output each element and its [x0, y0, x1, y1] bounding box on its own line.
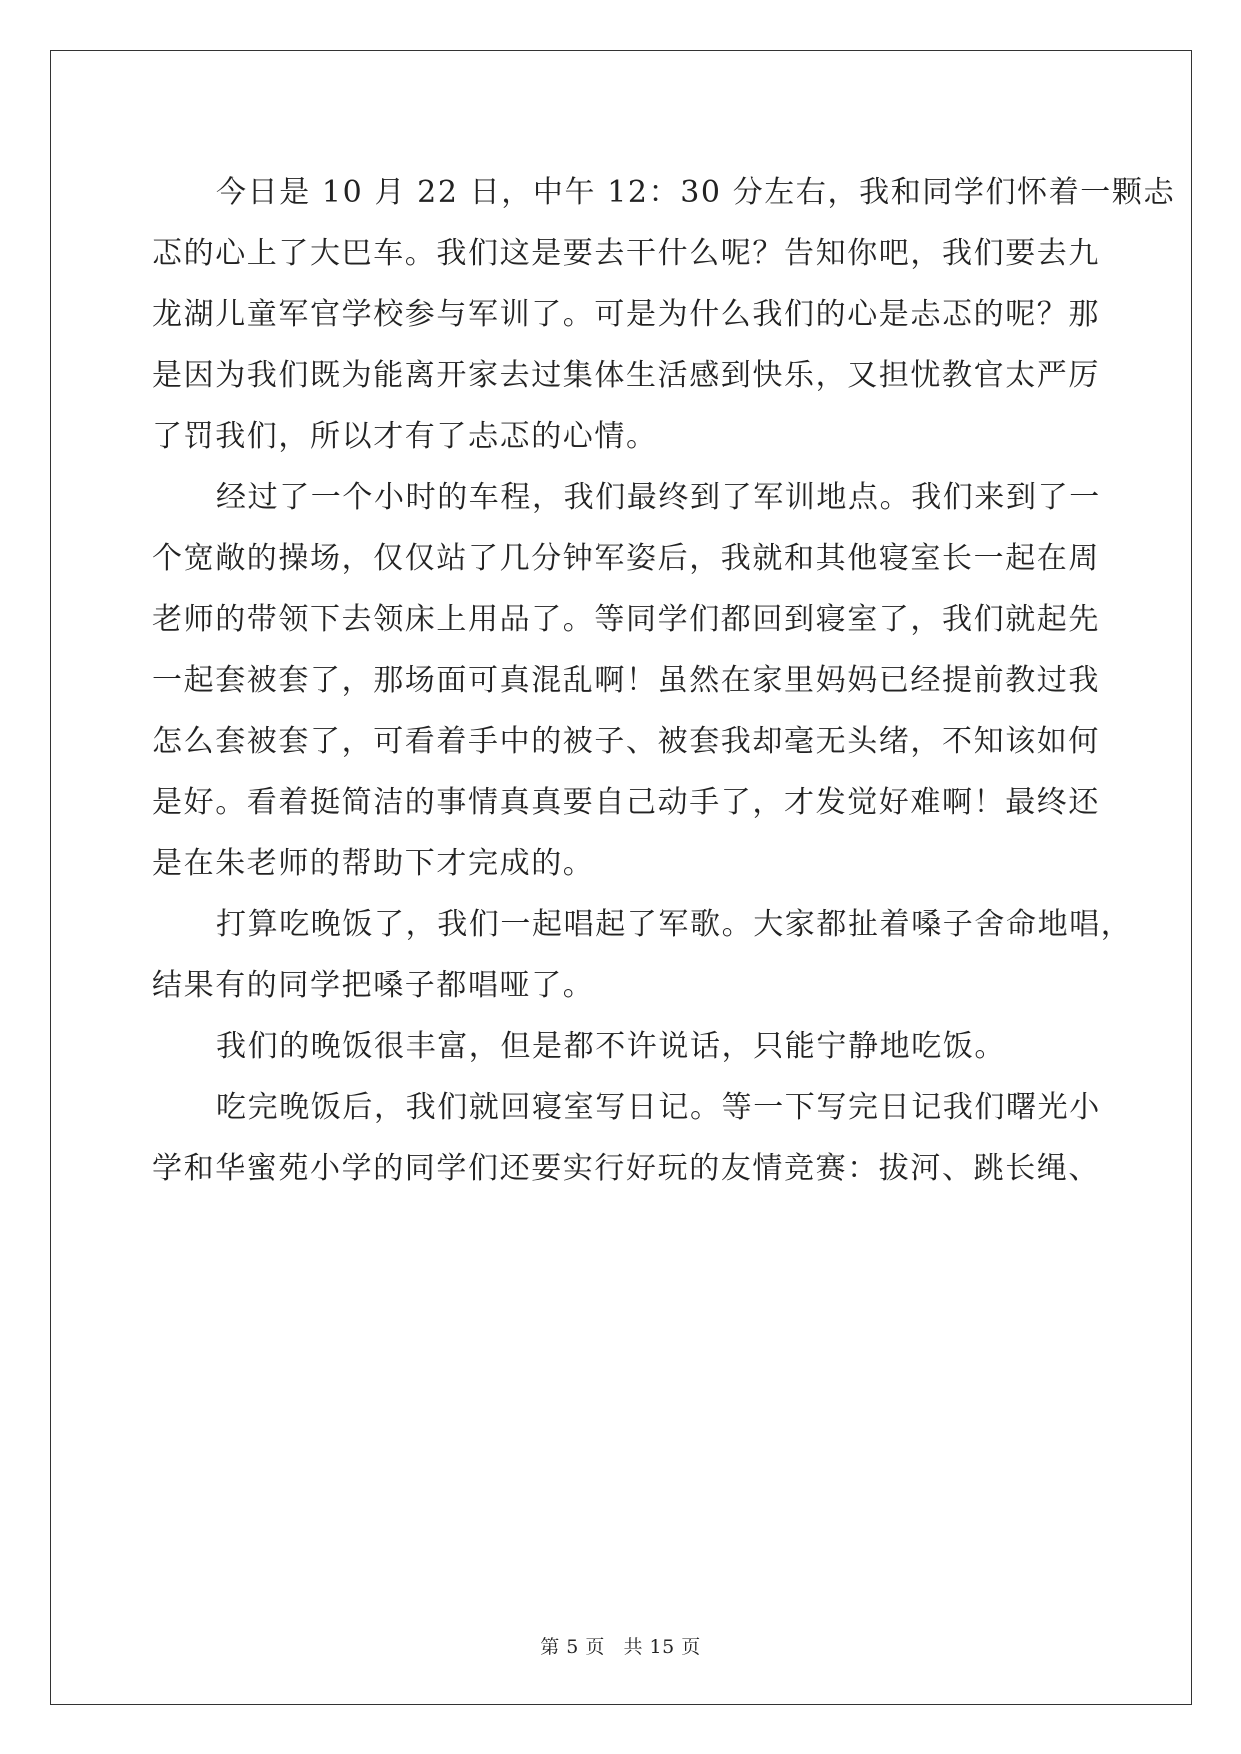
text-line: 打算吃晚饭了，我们一起唱起了军歌。大家都扯着嗓子舍命地唱， — [216, 907, 1133, 942]
page-number: 第 5 页 — [540, 1636, 605, 1658]
text-line: 老师的带领下去领床上用品了。等同学们都回到寝室了，我们就起先 — [152, 602, 1100, 637]
text-line: 结果有的同学把嗓子都唱哑了。 — [152, 968, 595, 1003]
text-line: 了罚我们，所以才有了忐忑的心情。 — [152, 419, 658, 454]
paragraph-1 — [152, 162, 1176, 467]
text-line: 是在朱老师的帮助下才完成的。 — [152, 846, 595, 881]
text-line: 今日是 10 月 22 日，中午 12：30 分左右，我和同学们怀着一颗忐 — [216, 175, 1176, 210]
text-line: 吃完晚饭后，我们就回寝室写日记。等一下写完日记我们曙光小 — [216, 1090, 1101, 1125]
paragraph-3 — [152, 894, 1133, 1016]
text-line: 是好。看着挺简洁的事情真真要自己动手了，才发觉好难啊！最终还 — [152, 785, 1100, 820]
text-line: 学和华蜜苑小学的同学们还要实行好玩的友情竞赛：拔河、跳长绳、 — [152, 1151, 1100, 1186]
paragraph-5 — [152, 1077, 1101, 1199]
text-line: 一起套被套了，那场面可真混乱啊！虽然在家里妈妈已经提前教过我 — [152, 663, 1100, 698]
document-body — [152, 162, 1176, 1199]
text-line: 经过了一个小时的车程，我们最终到了军训地点。我们来到了一 — [216, 480, 1101, 515]
text-line: 龙湖儿童军官学校参与军训了。可是为什么我们的心是忐忑的呢？那 — [152, 297, 1100, 332]
page-total: 共 15 页 — [623, 1636, 701, 1658]
text-line: 怎么套被套了，可看着手中的被子、被套我却毫无头绪，不知该如何 — [152, 724, 1100, 759]
text-line: 忑的心上了大巴车。我们这是要去干什么呢？告知你吧，我们要去九 — [152, 236, 1100, 271]
text-line: 个宽敞的操场，仅仅站了几分钟军姿后，我就和其他寝室长一起在周 — [152, 541, 1100, 576]
paragraph-2 — [152, 467, 1101, 894]
page-footer — [0, 1632, 1241, 1659]
text-line: 我们的晚饭很丰富，但是都不许说话，只能宁静地吃饭。 — [216, 1029, 1006, 1064]
text-line: 是因为我们既为能离开家去过集体生活感到快乐，又担忧教官太严厉 — [152, 358, 1100, 393]
paragraph-4 — [152, 1016, 1092, 1077]
